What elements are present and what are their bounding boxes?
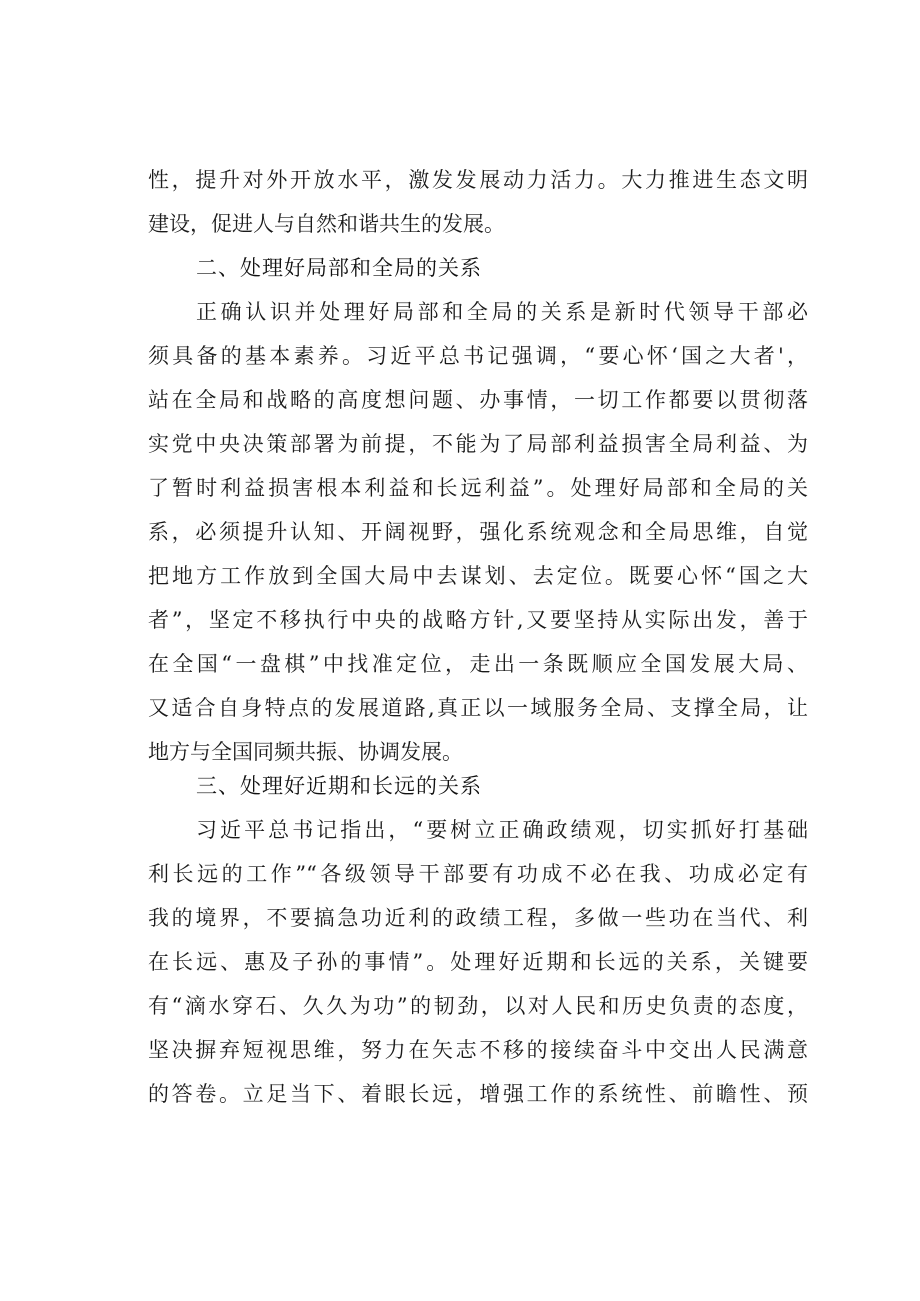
paragraph-line: 习近平总书记指出，“要树立正确政绩观，切实抓好打基础 [196, 818, 808, 842]
paragraph-line: 地方与全国同频共振、协调发展。 [148, 740, 463, 764]
paragraph-line: 者”，坚定不移执行中央的战略方针,又要坚持从实际出发，善于 [148, 608, 808, 632]
paragraph-line: 站在全局和战略的高度想问题、办事情，一切工作都要以贯彻落 [148, 388, 808, 412]
paragraph-line: 建设，促进人与自然和谐共生的发展。 [148, 212, 505, 236]
paragraph-line: 正确认识并处理好局部和全局的关系是新时代领导干部必 [196, 300, 808, 324]
paragraph-line: 在长远、惠及子孙的事情”。处理好近期和长远的关系，关键要 [148, 950, 808, 974]
paragraph-line: 实党中央决策部署为前提，不能为了局部利益损害全局利益、为 [148, 432, 808, 456]
section-heading: 二、处理好局部和全局的关系 [196, 256, 482, 280]
paragraph-line: 利长远的工作”“各级领导干部要有功成不必在我、功成必定有 [148, 862, 808, 886]
paragraph-line: 坚决摒弃短视思维，努力在矢志不移的接续奋斗中交出人民满意 [148, 1038, 808, 1062]
paragraph-line: 我的境界，不要搞急功近利的政绩工程，多做一些功在当代、利 [148, 906, 808, 930]
paragraph-line: 性，提升对外开放水平，激发发展动力活力。大力推进生态文明 [148, 168, 808, 192]
paragraph-line: 系，必须提升认知、开阔视野，强化系统观念和全局思维，自觉 [148, 520, 808, 544]
paragraph-line: 在全国“一盘棋”中找准定位，走出一条既顺应全国发展大局、 [148, 652, 808, 676]
paragraph-line: 有“滴水穿石、久久为功”的韧劲，以对人民和历史负责的态度， [148, 994, 808, 1018]
paragraph-line: 的答卷。立足当下、着眼长远，增强工作的系统性、前瞻性、预 [148, 1082, 808, 1106]
paragraph-line: 把地方工作放到全国大局中去谋划、去定位。既要心怀“国之大 [148, 564, 808, 588]
paragraph-line: 须具备的基本素养。习近平总书记强调，“要心怀‘国之大者'， [148, 344, 808, 368]
paragraph-line: 又适合自身特点的发展道路,真正以一域服务全局、支撑全局，让 [148, 696, 808, 720]
paragraph-line: 了暂时利益损害根本利益和长远利益”。处理好局部和全局的关 [148, 476, 808, 500]
section-heading: 三、处理好近期和长远的关系 [196, 774, 482, 798]
